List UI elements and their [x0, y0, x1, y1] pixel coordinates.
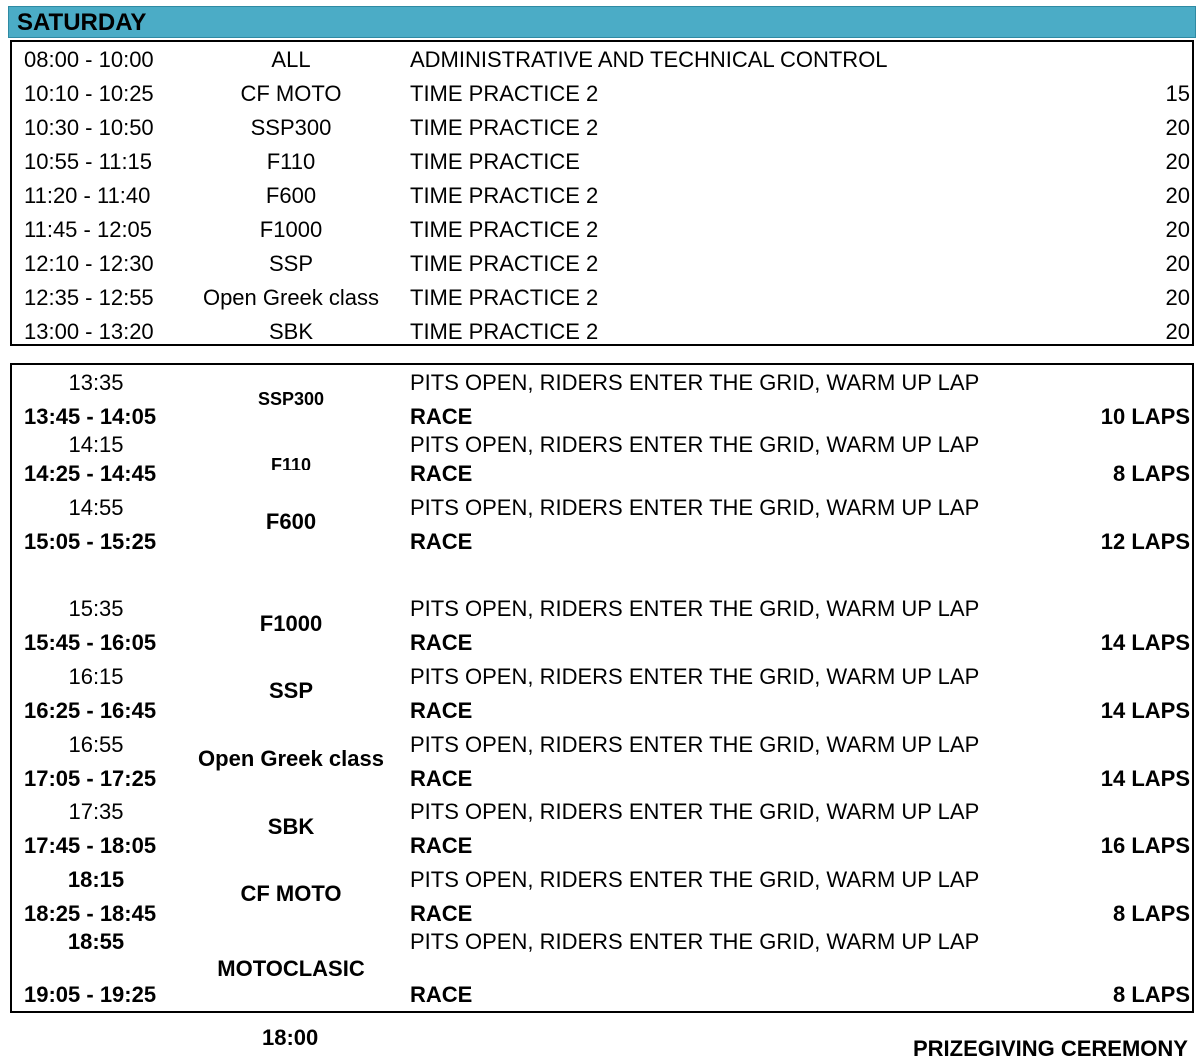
- pit-time: 17:35: [68, 799, 124, 824]
- ceremony-label: PRIZEGIVING CEREMONY: [912, 1036, 1188, 1061]
- race-label: RACE: [410, 833, 473, 858]
- practice-class: CF MOTO: [240, 81, 342, 106]
- race-class: MOTOCLASIC: [217, 956, 365, 981]
- pit-time: 18:55: [67, 929, 125, 954]
- race-time: 17:05 - 17:25: [24, 766, 157, 791]
- race-time: 18:25 - 18:45: [24, 901, 157, 926]
- practice-class: SBK: [268, 319, 314, 344]
- pit-time: 15:35: [68, 596, 124, 621]
- practice-minutes: 20: [1165, 217, 1190, 242]
- race-label: RACE: [410, 766, 473, 791]
- practice-time: 11:20 - 11:40: [24, 183, 151, 208]
- practice-time: 10:30 - 10:50: [24, 115, 154, 140]
- race-laps: 8 LAPS: [1112, 982, 1190, 1007]
- race-laps: 14 LAPS: [1100, 698, 1190, 723]
- race-time: 19:05 - 19:25: [24, 982, 157, 1007]
- practice-desc: TIME PRACTICE 2: [410, 115, 599, 140]
- race-label: RACE: [410, 698, 473, 723]
- race-label: RACE: [410, 901, 473, 926]
- practice-time: 10:55 - 11:15: [24, 149, 153, 174]
- practice-desc: TIME PRACTICE 2: [410, 319, 599, 344]
- pit-text: PITS OPEN, RIDERS ENTER THE GRID, WARM UP LAP: [410, 495, 980, 520]
- pit-time: 16:55: [68, 732, 124, 757]
- practice-minutes: 20: [1165, 115, 1190, 140]
- practice-class: F600: [265, 183, 317, 208]
- practice-class: Open Greek class: [202, 285, 380, 310]
- pit-text: PITS OPEN, RIDERS ENTER THE GRID, WARM UP LAP: [410, 732, 980, 757]
- race-time: 16:25 - 16:45: [24, 698, 157, 723]
- practice-minutes: 20: [1165, 251, 1190, 276]
- race-class: SSP: [268, 678, 314, 703]
- pit-time: 13:35: [68, 370, 124, 395]
- pit-text: PITS OPEN, RIDERS ENTER THE GRID, WARM UP LAP: [410, 432, 980, 457]
- practice-desc: TIME PRACTICE: [410, 149, 580, 174]
- practice-class: F1000: [259, 217, 323, 242]
- practice-time: 13:00 - 13:20: [24, 319, 154, 344]
- race-laps: 14 LAPS: [1100, 766, 1190, 791]
- race-laps: 8 LAPS: [1112, 901, 1190, 926]
- race-laps: 12 LAPS: [1100, 529, 1190, 554]
- practice-time: 11:45 - 12:05: [24, 217, 153, 242]
- pit-text: PITS OPEN, RIDERS ENTER THE GRID, WARM UP LAP: [410, 370, 980, 395]
- race-label: RACE: [410, 404, 473, 429]
- practice-class: SSP: [268, 251, 314, 276]
- pit-time: 14:55: [68, 495, 124, 520]
- practice-minutes: 20: [1165, 183, 1190, 208]
- race-class: F1000: [259, 611, 323, 636]
- race-class: F600: [265, 509, 317, 534]
- pit-time: 14:15: [68, 432, 124, 457]
- practice-minutes: 20: [1165, 149, 1190, 174]
- practice-time: 12:10 - 12:30: [24, 251, 154, 276]
- practice-class: F110: [266, 149, 316, 174]
- race-label: RACE: [410, 529, 473, 554]
- practice-time: 12:35 - 12:55: [24, 285, 154, 310]
- pit-text: PITS OPEN, RIDERS ENTER THE GRID, WARM UP LAP: [410, 799, 980, 824]
- practice-desc: TIME PRACTICE 2: [410, 183, 599, 208]
- race-time: 13:45 - 14:05: [24, 404, 157, 429]
- pit-text: PITS OPEN, RIDERS ENTER THE GRID, WARM UP LAP: [410, 867, 980, 892]
- race-class: Open Greek class: [198, 746, 384, 771]
- race-time: 15:05 - 15:25: [24, 529, 157, 554]
- practice-desc: TIME PRACTICE 2: [410, 81, 599, 106]
- race-laps: 16 LAPS: [1100, 833, 1190, 858]
- practice-time: 08:00 - 10:00: [24, 47, 154, 72]
- race-laps: 8 LAPS: [1112, 461, 1190, 486]
- practice-class: ALL: [271, 47, 311, 72]
- practice-minutes: 20: [1165, 319, 1190, 344]
- ceremony-time: 18:00: [262, 1025, 319, 1050]
- race-laps: 10 LAPS: [1100, 404, 1190, 429]
- race-laps: 14 LAPS: [1100, 630, 1190, 655]
- practice-desc: TIME PRACTICE 2: [410, 251, 599, 276]
- pit-time: 18:15: [67, 867, 125, 892]
- race-class: SSP300: [257, 389, 325, 409]
- day-title: SATURDAY: [17, 9, 147, 36]
- practice-desc: TIME PRACTICE 2: [410, 285, 599, 310]
- day-header: [8, 6, 1196, 38]
- practice-time: 10:10 - 10:25: [24, 81, 154, 106]
- race-time: 14:25 - 14:45: [24, 461, 157, 486]
- pit-text: PITS OPEN, RIDERS ENTER THE GRID, WARM UP LAP: [410, 929, 980, 954]
- practice-class: SSP300: [250, 115, 332, 140]
- race-label: RACE: [410, 630, 473, 655]
- race-label: RACE: [410, 982, 473, 1007]
- practice-minutes: 15: [1165, 81, 1190, 106]
- practice-minutes: 20: [1165, 285, 1190, 310]
- practice-desc: TIME PRACTICE 2: [410, 217, 599, 242]
- race-class: CF MOTO: [240, 881, 342, 906]
- race-time: 15:45 - 16:05: [24, 630, 157, 655]
- pit-text: PITS OPEN, RIDERS ENTER THE GRID, WARM UP LAP: [410, 596, 980, 621]
- race-class: SBK: [267, 814, 315, 839]
- pit-time: 16:15: [68, 664, 124, 689]
- practice-desc: ADMINISTRATIVE AND TECHNICAL CONTROL: [410, 47, 888, 72]
- pit-text: PITS OPEN, RIDERS ENTER THE GRID, WARM UP LAP: [410, 664, 980, 689]
- race-label: RACE: [410, 461, 473, 486]
- race-class: F110: [270, 455, 312, 470]
- race-time: 17:45 - 18:05: [24, 833, 157, 858]
